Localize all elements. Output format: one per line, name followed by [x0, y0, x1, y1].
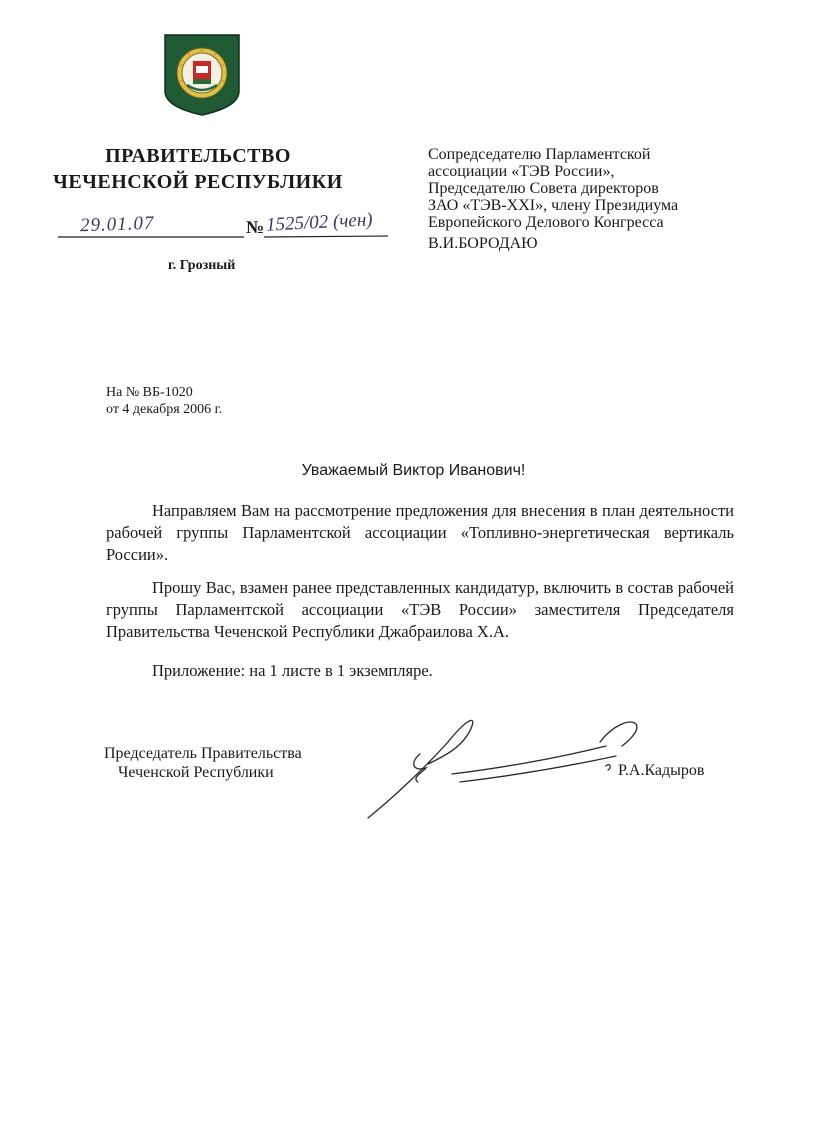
reference-date: от 4 декабря 2006 г. [106, 402, 223, 417]
issuer-line-1: ПРАВИТЕЛЬСТВО [105, 145, 291, 167]
city: г. Грозный [168, 258, 236, 273]
body-paragraph-2: Прошу Вас, взамен ранее представленных кандидатур, включить в состав рабочей группы Парламентской ассоциации «ТЭВ России» заместителя Председателя Правительства Чеченской Республики Джабраилова Х.А. [106, 578, 734, 641]
addressee-line: ассоциации «ТЭВ России», [428, 163, 615, 180]
addressee-line: Европейского Делового Конгресса [428, 214, 664, 231]
reference-number: На № ВБ-1020 [106, 385, 193, 400]
addressee-line: ЗАО «ТЭВ-XXI», члену Президиума [428, 197, 679, 214]
addressee-block [428, 146, 768, 252]
salutation: Уважаемый Виктор Иванович! [301, 462, 526, 479]
body-paragraph-1: Направляем Вам на рассмотрение предложения для внесения в план деятельности рабочей группы Парламентской ассоциации «Топливно-энергетическая вертикаль России». [106, 501, 734, 564]
number-sign: № [246, 217, 265, 237]
handwritten-number: 1525/02 (чен) [265, 209, 374, 236]
signer-name: Р.А.Кадыров [618, 762, 705, 779]
addressee-name: В.И.БОРОДАЮ [428, 235, 538, 252]
issuer-line-2: ЧЕЧЕНСКОЙ РЕСПУБЛИКИ [53, 171, 343, 193]
addressee-line: Сопредседателю Парламентской [428, 146, 651, 163]
handwritten-date: 29.01.07 [79, 212, 155, 237]
chechen-republic-coat-of-arms-icon [163, 33, 241, 117]
addressee-line: Председателю Совета директоров [428, 180, 659, 197]
reference-block [106, 384, 222, 418]
signer-title [104, 744, 302, 782]
signer-title-line-2: Чеченской Республики [118, 764, 274, 781]
attachment-note: Приложение: на 1 листе в 1 экземпляре. [152, 661, 433, 680]
issuer-block [48, 143, 348, 195]
letter-body [106, 500, 734, 682]
handwritten-signature-icon [360, 712, 650, 824]
signer-title-line-1: Председатель Правительства [104, 745, 302, 762]
